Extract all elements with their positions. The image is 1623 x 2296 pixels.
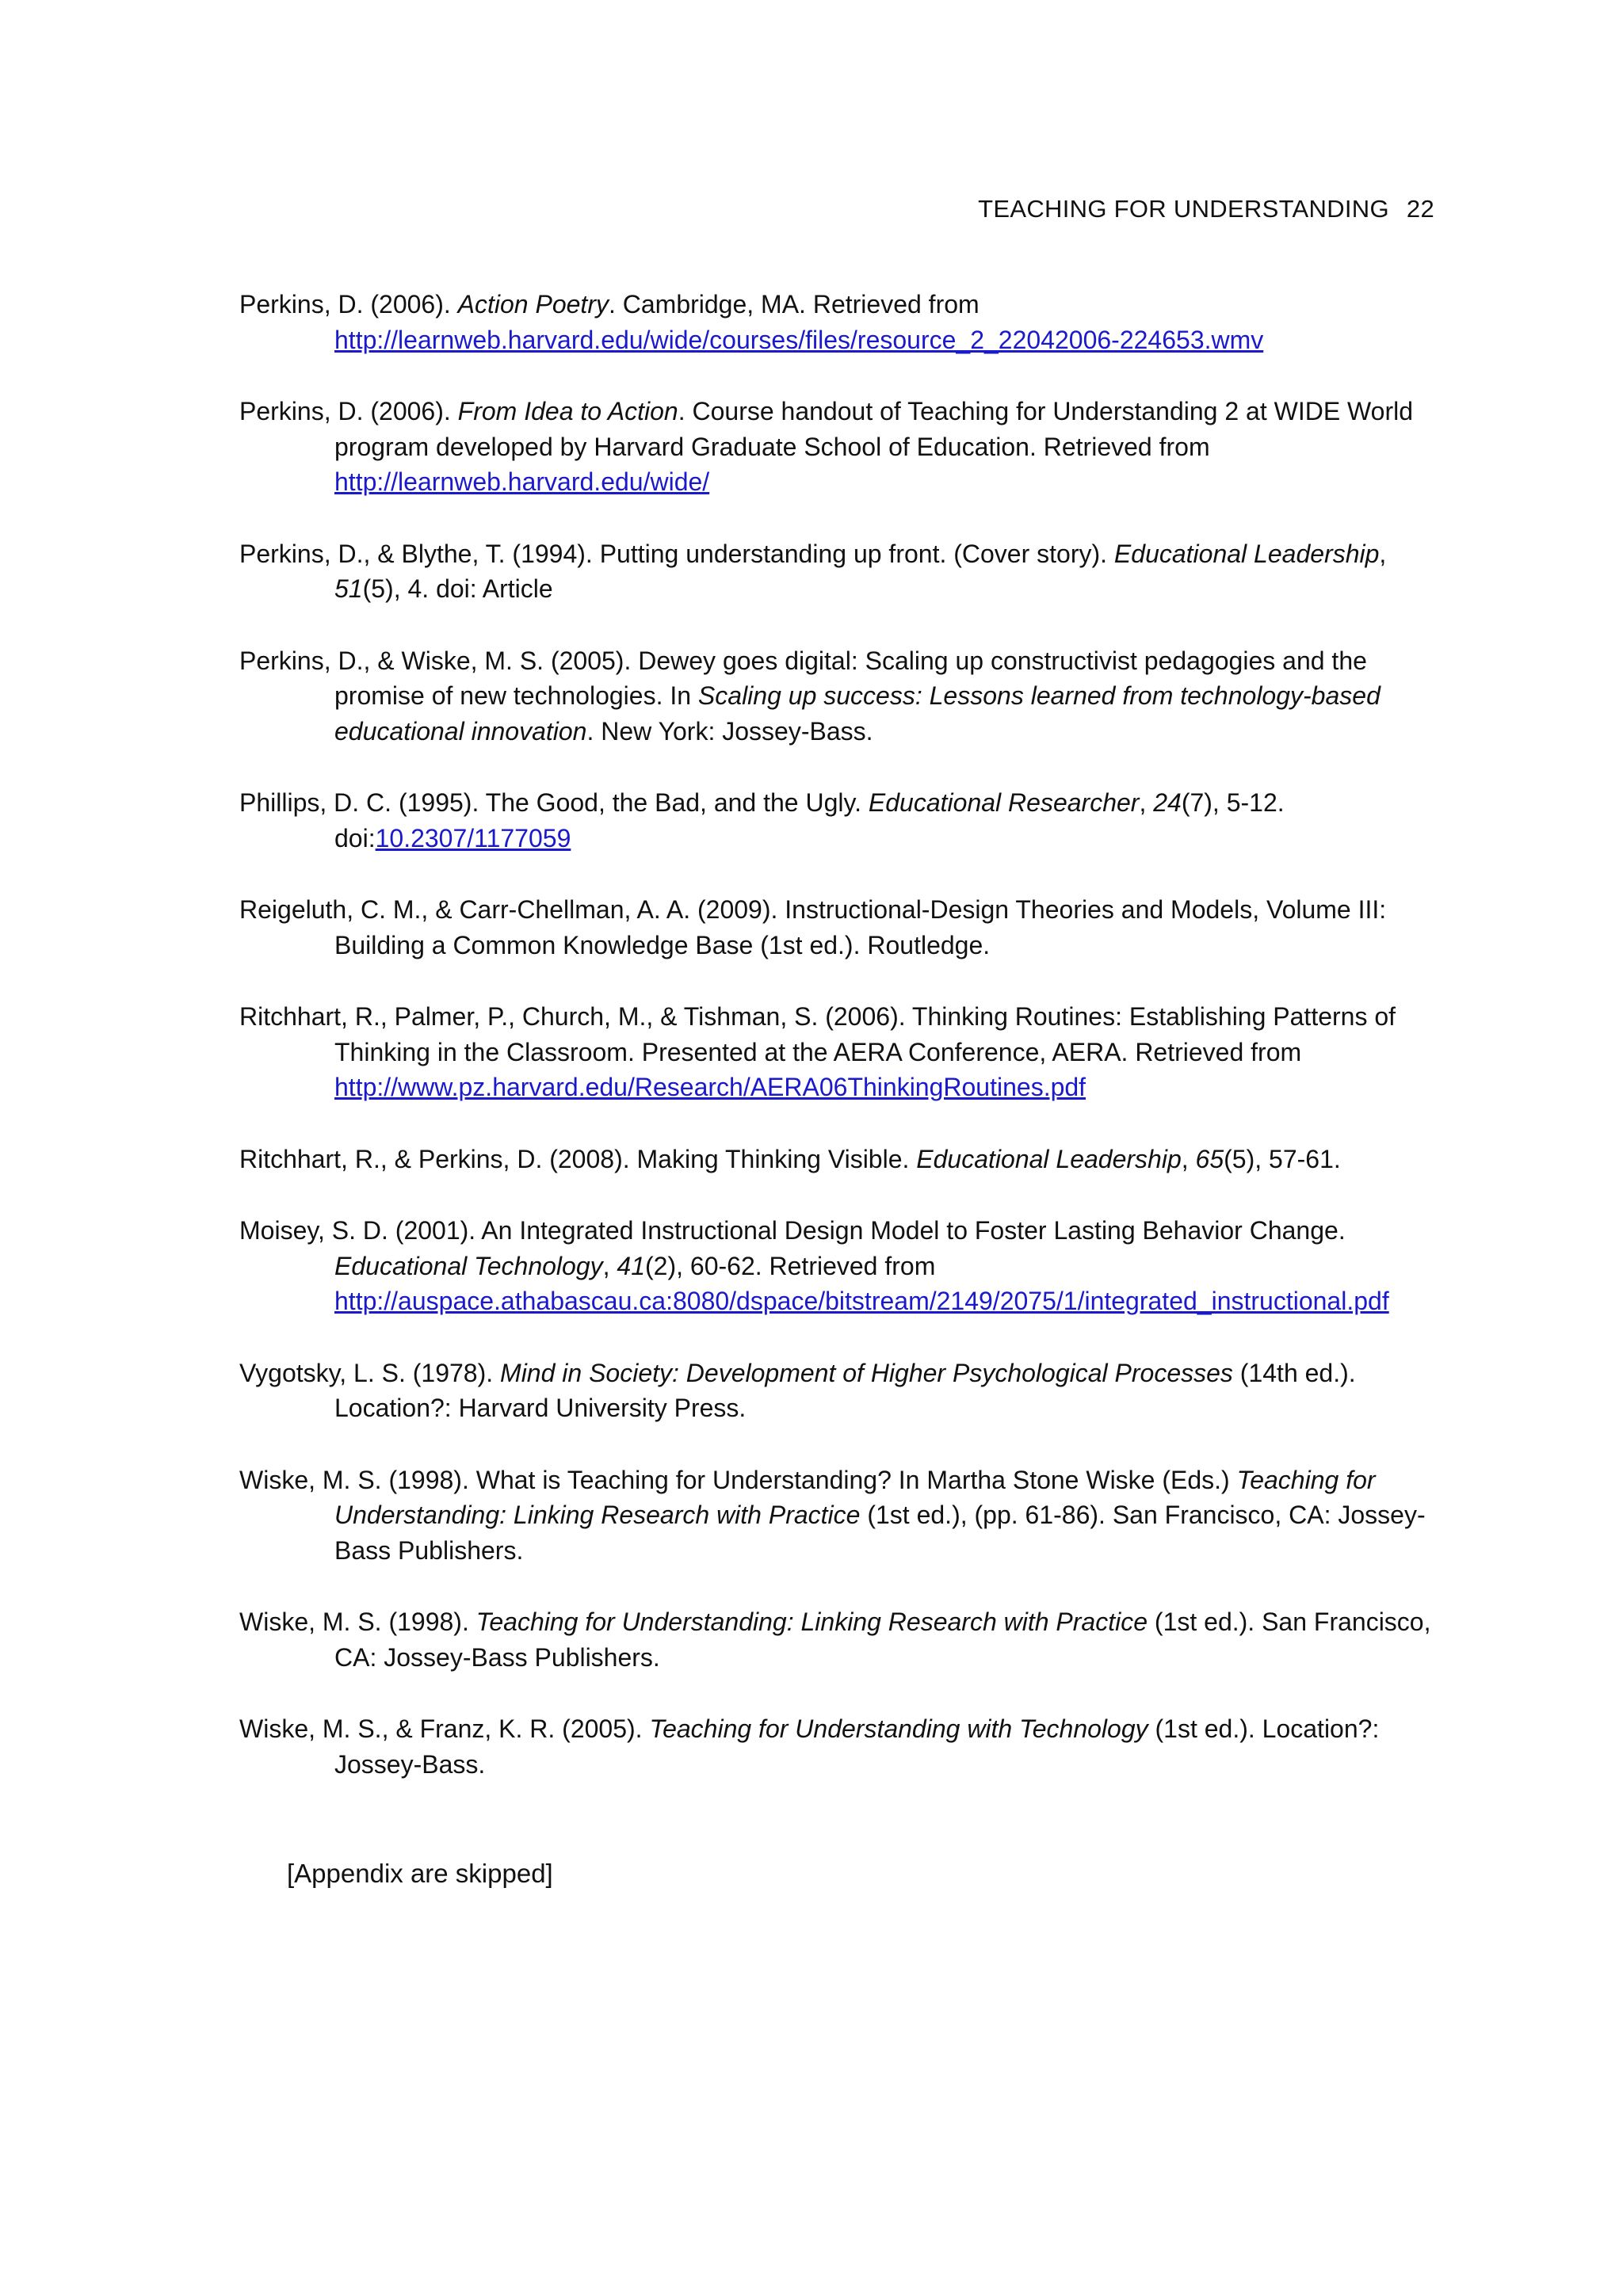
reference-text: Reigeluth, C. M., & Carr-Chellman, A. A. (2009). Instructional-Design Theories and Models, Volume III: Building a Common Knowledge Base (1st ed.). Routledge. bbox=[239, 895, 1387, 959]
page-number: 22 bbox=[1406, 195, 1434, 223]
doi-prefix: doi: bbox=[334, 823, 376, 852]
reference-entry bbox=[239, 892, 1444, 963]
reference-text: (1st ed.). Location?: Jossey-Bass. bbox=[334, 1714, 1380, 1779]
reference-text: (1st ed.). San Francisco, CA: Jossey-Bass Publishers. bbox=[334, 1608, 1431, 1672]
reference-title: Educational Technology bbox=[334, 1251, 603, 1280]
reference-title: Action Poetry bbox=[457, 290, 609, 318]
reference-text: Perkins, D., & Wiske, M. S. (2005). Dewey goes digital: Scaling up constructivist pedagogies and the promise of new technologies. In bbox=[239, 646, 1367, 710]
reference-text: . New York: Jossey-Bass. bbox=[586, 716, 873, 746]
running-header bbox=[978, 195, 1434, 223]
reference-text: (5), 4. doi: Article bbox=[362, 574, 553, 603]
reference-title: Teaching for Understanding with Technology bbox=[649, 1714, 1148, 1743]
reference-entry bbox=[239, 394, 1444, 500]
reference-volume: 41 bbox=[617, 1251, 645, 1280]
reference-title: From Idea to Action bbox=[457, 397, 678, 425]
reference-entry bbox=[239, 1213, 1444, 1319]
reference-url-link[interactable]: http://www.pz.harvard.edu/Research/AERA06ThinkingRoutines.pdf bbox=[334, 1073, 1086, 1101]
reference-text: . Cambridge, MA. Retrieved from bbox=[608, 290, 980, 318]
reference-url-link[interactable]: http://learnweb.harvard.edu/wide/courses/files/resource_2_22042006-224653.wmv bbox=[334, 325, 1264, 354]
reference-text: (7), 5-12. bbox=[1181, 788, 1285, 817]
reference-text: Ritchhart, R., Palmer, P., Church, M., & Tishman, S. (2006). Thinking Routines: Establishing Patterns of Thinking in the Classroom. Presented at the AERA Conference, AERA. Retrieved from bbox=[239, 1002, 1396, 1066]
reference-url-link[interactable]: http://auspace.athabascau.ca:8080/dspace/bitstream/2149/2075/1/integrated_instructional.pdf bbox=[334, 1287, 1389, 1315]
reference-url-link[interactable]: http://learnweb.harvard.edu/wide/ bbox=[334, 467, 710, 496]
reference-title: Teaching for Understanding: Linking Research with Practice bbox=[334, 1465, 1376, 1529]
reference-entry bbox=[239, 999, 1444, 1105]
reference-title: Scaling up success: Lessons learned from technology-based educational innovation bbox=[334, 681, 1381, 746]
reference-text: Wiske, M. S., & Franz, K. R. (2005). bbox=[239, 1714, 650, 1743]
reference-text: Perkins, D. (2006). bbox=[239, 290, 458, 318]
reference-text: Wiske, M. S. (1998). bbox=[239, 1608, 476, 1636]
reference-text: , bbox=[1139, 788, 1154, 817]
reference-title: Mind in Society: Development of Higher Psychological Processes bbox=[500, 1358, 1233, 1387]
reference-entry bbox=[239, 536, 1444, 607]
reference-text: , bbox=[1181, 1144, 1196, 1173]
reference-entry bbox=[239, 785, 1444, 856]
reference-text: (5), 57-61. bbox=[1224, 1144, 1341, 1173]
reference-entry bbox=[239, 643, 1444, 749]
reference-entry bbox=[239, 1711, 1444, 1782]
reference-text: Moisey, S. D. (2001). An Integrated Instructional Design Model to Foster Lasting Behavior Change. bbox=[239, 1216, 1346, 1245]
reference-text: (14th ed.). Location?: Harvard University Press. bbox=[334, 1358, 1356, 1422]
reference-text: , bbox=[1379, 539, 1387, 568]
reference-text: (2), 60-62. Retrieved from bbox=[645, 1251, 936, 1280]
reference-entry bbox=[239, 1463, 1444, 1569]
reference-list bbox=[239, 287, 1444, 1818]
header-title: TEACHING FOR UNDERSTANDING bbox=[978, 195, 1389, 223]
reference-volume: 24 bbox=[1153, 788, 1182, 817]
reference-title: Educational Researcher bbox=[868, 788, 1140, 817]
reference-text: Perkins, D. (2006). bbox=[239, 397, 458, 425]
appendix-note: [Appendix are skipped] bbox=[287, 1859, 553, 1888]
reference-text: . Course handout of Teaching for Understanding 2 at WIDE World program developed by Harvard Graduate School of Education. Retrieved from bbox=[334, 397, 1414, 461]
reference-text: Perkins, D., & Blythe, T. (1994). Putting understanding up front. (Cover story). bbox=[239, 539, 1114, 568]
reference-entry bbox=[239, 1142, 1444, 1177]
reference-entry bbox=[239, 287, 1444, 357]
reference-entry bbox=[239, 1356, 1444, 1426]
reference-text: , bbox=[602, 1251, 617, 1280]
reference-title: Educational Leadership bbox=[1113, 539, 1380, 568]
reference-volume: 51 bbox=[334, 574, 363, 603]
reference-volume: 65 bbox=[1195, 1144, 1224, 1173]
reference-text: (1st ed.), (pp. 61-86). San Francisco, CA: Jossey-Bass Publishers. bbox=[334, 1501, 1426, 1565]
reference-entry bbox=[239, 1604, 1444, 1675]
reference-text: Wiske, M. S. (1998). What is Teaching for Understanding? In Martha Stone Wiske (Eds.) bbox=[239, 1465, 1237, 1494]
reference-text: Vygotsky, L. S. (1978). bbox=[239, 1358, 501, 1387]
reference-title: Teaching for Understanding: Linking Research with Practice bbox=[475, 1608, 1148, 1636]
reference-title: Educational Leadership bbox=[916, 1144, 1182, 1173]
doi-link[interactable]: 10.2307/1177059 bbox=[375, 823, 571, 852]
reference-text: Phillips, D. C. (1995). The Good, the Bad, and the Ugly. bbox=[239, 788, 869, 817]
reference-text: Ritchhart, R., & Perkins, D. (2008). Making Thinking Visible. bbox=[239, 1144, 917, 1173]
